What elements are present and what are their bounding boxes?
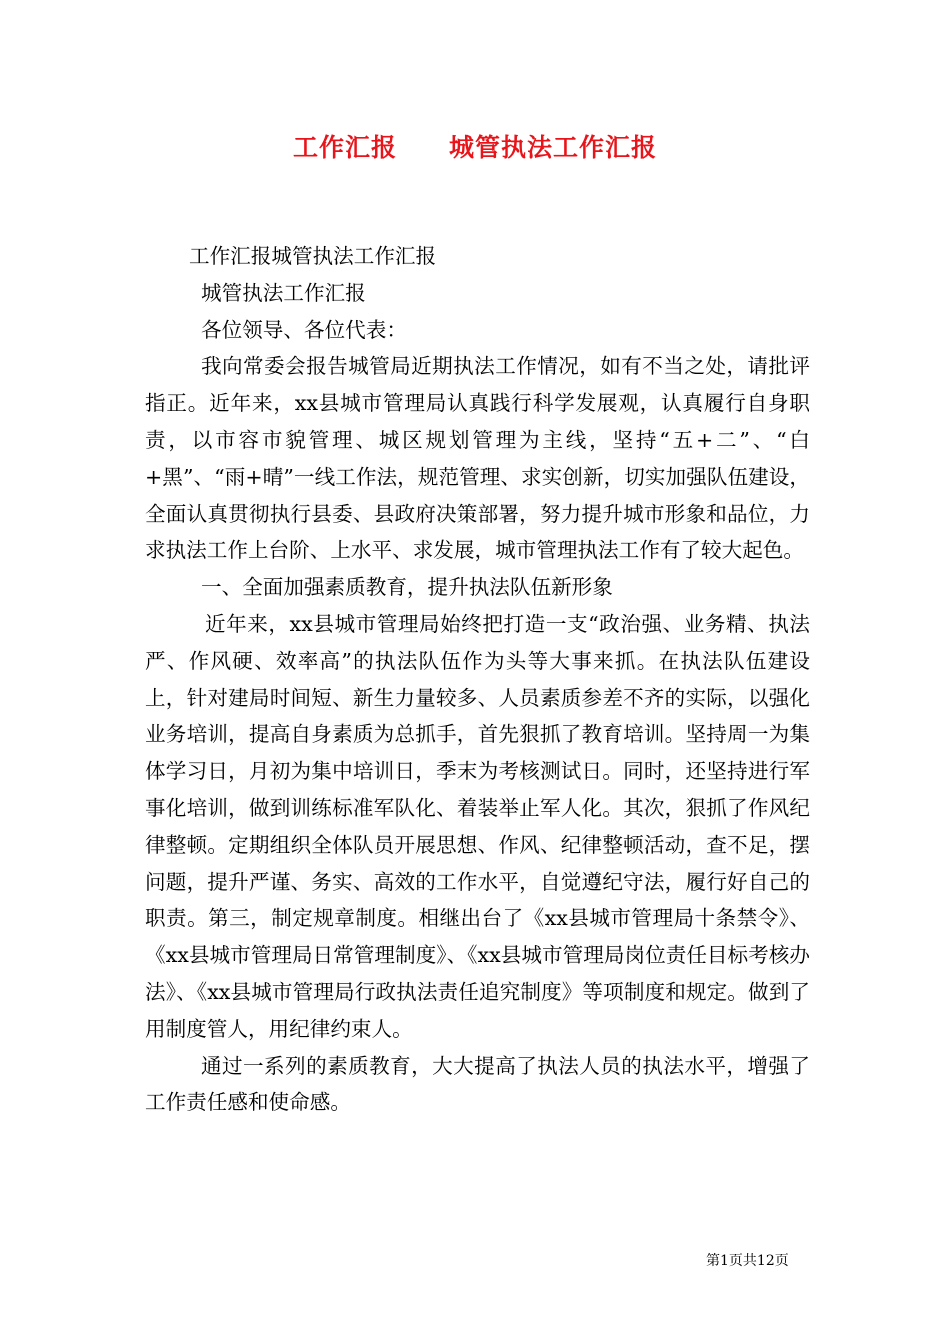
paragraph-section-heading: 一、全面加强素质教育，提升执法队伍新形象 (201, 575, 613, 600)
page-number: 第1页共12页 (706, 1253, 789, 1269)
document-body (145, 238, 810, 1121)
paragraph-summary: 通过一系列的素质教育，大大提高了执法人员的执法水平，增强了工作责任感和使命感。 (145, 1053, 810, 1115)
paragraph-section-body: 近年来，xx县城市管理局始终把打造一支“政治强、业务精、执法严、作风硬、效率高”的执法队伍作为头等大事来抓。在执法队伍建设上，针对建局时间短、新生力量较多、人员素质参差不齐的实际，以强化业务培训，提高自身素质为总抓手，首先狠抓了教育培训。坚持周一为集体学习日，月初为集中培训日，季末为考核测试日。同时，还坚持进行军事化培训，做到训练标准军队化、着装举止军人化。其次，狠抓了作风纪律整顿。定期组织全体队员开展思想、作风、纪律整顿活动，查不足，摆问题，提升严谨、务实、高效的工作水平，自觉遵纪守法，履行好自己的职责。第三，制定规章制度。相继出台了《xx县城市管理局十条禁令》、《xx县城市管理局日常管理制度》、《xx县城市管理局岗位责任目标考核办法》、《xx县城市管理局行政执法责任追究制度》等项制度和规定。做到了用制度管人，用纪律约束人。 (145, 611, 810, 1041)
paragraph-salutation: 各位领导、各位代表： (201, 317, 407, 342)
paragraph-subtitle: 城管执法工作汇报 (201, 280, 366, 305)
paragraph-intro: 我向常委会报告城管局近期执法工作情况，如有不当之处，请批评指正。近年来，xx县城市管理局认真践行科学发展观，认真履行自身职责，以市容市貌管理、城区规划管理为主线，坚持“五+二”、“白+黑”、“雨+晴”一线工作法，规范管理、求实创新，切实加强队伍建设，全面认真贯彻执行县委、县政府决策部署，努力提升城市形象和品位，力求执法工作上台阶、上水平、求发展，城市管理执法工作有了较大起色。 (145, 354, 810, 563)
paragraph-heading-line: 工作汇报城管执法工作汇报 (189, 244, 437, 268)
document-title: 工作汇报 城管执法工作汇报 (292, 133, 657, 162)
